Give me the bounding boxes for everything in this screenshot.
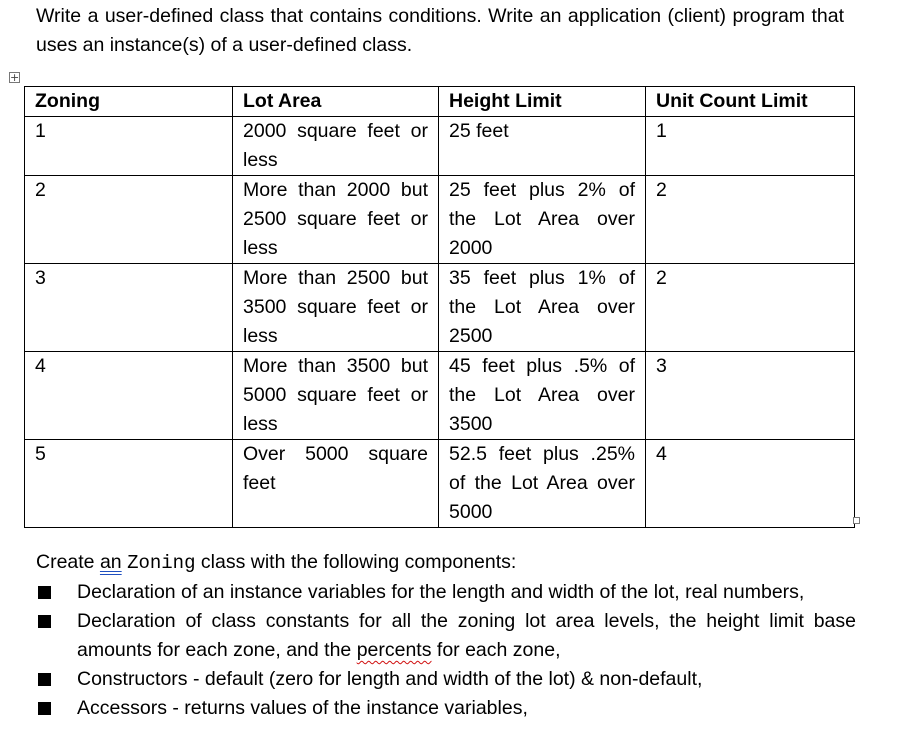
cell-height-limit: 45 feet plus .5% of the Lot Area over 3500 [439, 352, 646, 440]
table-move-handle-icon[interactable]: + [10, 71, 20, 84]
cell-height-limit: 52.5 feet plus .25% of the Lot Area over 5000 [439, 440, 646, 528]
cell-height-limit: 25 feet [439, 117, 646, 176]
spelling-flag-percents[interactable]: percents [356, 639, 432, 661]
components-list [36, 578, 856, 723]
list-item-text: for each zone, [431, 639, 561, 661]
square-bullet-icon [38, 586, 51, 599]
cell-unit-count: 2 [646, 264, 855, 352]
cell-lot-area: Over 5000 square feet [233, 440, 439, 528]
list-item [36, 578, 856, 607]
table-row [25, 264, 855, 352]
cell-unit-count: 2 [646, 176, 855, 264]
list-item [36, 665, 856, 694]
table-row [25, 352, 855, 440]
cell-lot-area: More than 3500 but 5000 square feet or less [233, 352, 439, 440]
table-row [25, 117, 855, 176]
create-sentence [36, 548, 856, 578]
table-header-row [25, 87, 855, 117]
list-item [36, 607, 856, 665]
cell-lot-area: More than 2500 but 3500 square feet or less [233, 264, 439, 352]
cell-zoning: 2 [25, 176, 233, 264]
cell-lot-area: More than 2000 but 2500 square feet or less [233, 176, 439, 264]
cell-height-limit: 25 feet plus 2% of the Lot Area over 2000 [439, 176, 646, 264]
header-lot-area: Lot Area [233, 87, 439, 117]
cell-unit-count: 1 [646, 117, 855, 176]
square-bullet-icon [38, 702, 51, 715]
cell-lot-area: 2000 square feet or less [233, 117, 439, 176]
list-item [36, 694, 856, 723]
cell-unit-count: 4 [646, 440, 855, 528]
list-item-text: Accessors - returns values of the instance variables, [77, 697, 528, 719]
cell-zoning: 3 [25, 264, 233, 352]
grammar-flag-an[interactable]: an [99, 551, 122, 573]
square-bullet-icon [38, 673, 51, 686]
list-item-text: Constructors - default (zero for length and width of the lot) & non-default, [77, 668, 703, 690]
cell-height-limit: 35 feet plus 1% of the Lot Area over 2500 [439, 264, 646, 352]
header-zoning: Zoning [25, 87, 233, 117]
list-item-text: Declaration of class constants for all the zoning lot area levels, the height limit base amounts for each zone, and the [77, 610, 856, 661]
intro-paragraph: Write a user-defined class that contains conditions. Write an application (client) program that uses an instance(s) of a user-defined class. [36, 5, 844, 56]
create-suffix: class with the following components: [195, 551, 517, 573]
cell-zoning: 5 [25, 440, 233, 528]
table-row [25, 176, 855, 264]
components-section [36, 548, 856, 723]
zoning-table [24, 86, 855, 528]
class-name-code: Zoning [127, 552, 196, 574]
table-resize-handle-icon[interactable] [853, 517, 860, 524]
square-bullet-icon [38, 615, 51, 628]
header-unit-count-limit: Unit Count Limit [646, 87, 855, 117]
cell-zoning: 1 [25, 117, 233, 176]
cell-unit-count: 3 [646, 352, 855, 440]
list-item-text: Declaration of an instance variables for the length and width of the lot, real numbers, [77, 581, 805, 603]
create-prefix: Create [36, 551, 100, 573]
cell-zoning: 4 [25, 352, 233, 440]
header-height-limit: Height Limit [439, 87, 646, 117]
table-row [25, 440, 855, 528]
